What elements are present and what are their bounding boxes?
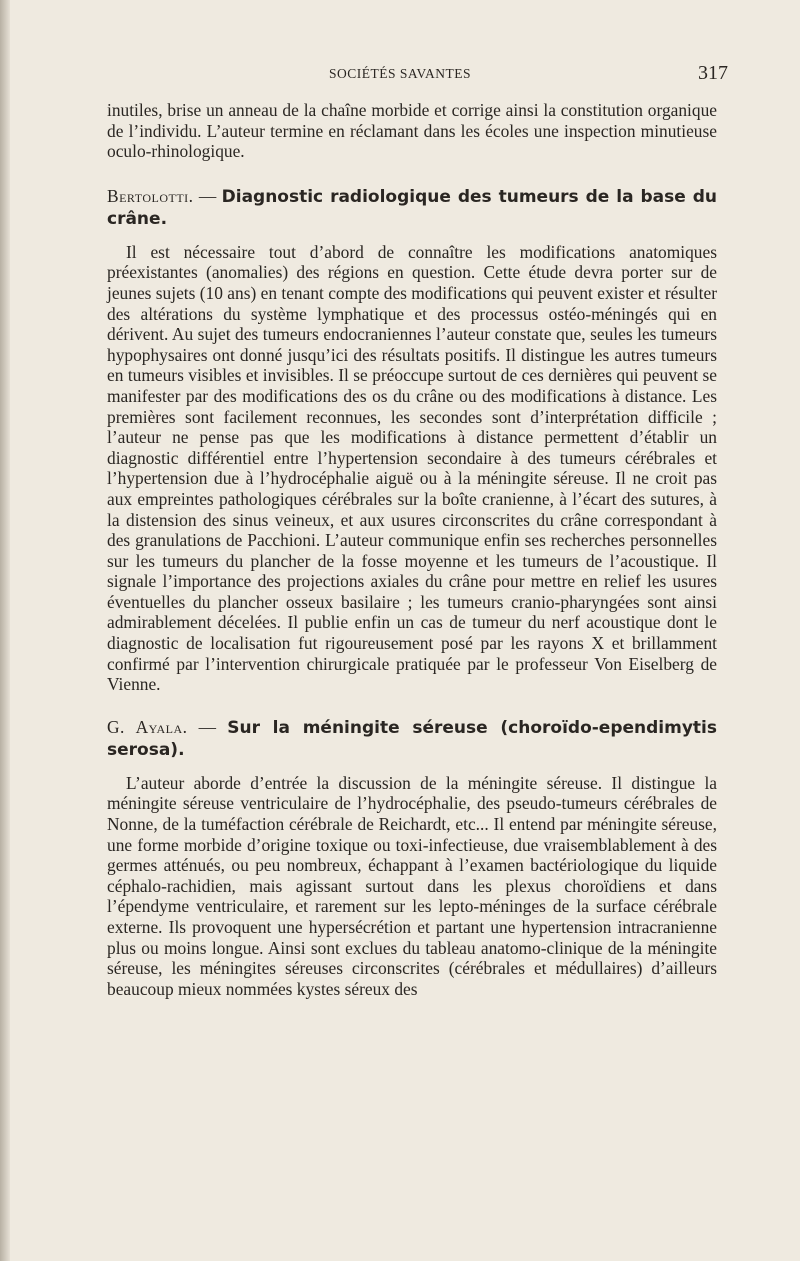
running-title: SOCIÉTÉS SAVANTES xyxy=(329,66,471,81)
section-heading-bertolotti xyxy=(107,186,717,230)
section-paragraph: Il est nécessaire tout d’abord de connaître les modifications anatomiques préexistantes (anomalies) des régions en question. Cette étude devra porter sur de jeunes sujets (10 ans) en tenant compte des modifications qui peuvent exister et résulter des altérations du système lymphatique et des processus ostéo-méningés qui en dérivent. Au sujet des tumeurs endocraniennes l’auteur constate que, seules les tumeurs hypophysaires ont donné jusqu’ici des résultats positifs. Il distingue les autres tumeurs en tumeurs visibles et invisibles. Il se préoccupe surtout de ces dernières qui peuvent se manifester par des modifications des os du crâne ou des modifications à distance. Les premières sont facilement reconnues, les secondes sont d’interprétation difficile ; l’auteur ne pense pas que les modifications à distance permettent d’établir un diagnostic différentiel entre l’hypertension secondaire à des tumeurs cérébrales et l’hypertension due à l’hydrocéphalie aiguë ou à la méningite séreuse. Il ne croit pas aux empreintes pathologiques cérébrales sur la boîte cranienne, à l’écart des sutures, à la distension des sinus veineux, et aux usures circonscrites du crâne correspondant à des granulations de Pacchioni. L’auteur communique enfin ses recherches personnelles sur les tumeurs du plancher de la fosse moyenne et les tumeurs de l’acoustique. Il signale l’importance des projections axiales du crâne pour mettre en relief les usures éventuelles du plancher osseux basilaire ; les tumeurs cranio-pharyngées sont ainsi admirablement décelées. Il publie enfin un cas de tumeur du nerf acoustique dont le diagnostic de localisation fut rigoureusement posé par les rayons X et brillamment confirmé par l’intervention chirurgicale pratiquée par le professeur Von Eiselberg de Vienne. xyxy=(107,241,717,695)
page-number: 317 xyxy=(698,62,728,84)
section-author: Bertolotti. xyxy=(107,185,194,206)
intro-paragraph: inutiles, brise un anneau de la chaîne morbide et corrige ainsi la constitution organique de l’individu. L’auteur termine en réclamant dans les écoles une inspection minutieuse oculo-rhinologique. xyxy=(107,100,717,162)
section-heading-ayala xyxy=(107,717,717,761)
section-paragraph: L’auteur aborde d’entrée la discussion de la méningite séreuse. Il distingue la méningite séreuse ventriculaire de l’hydrocéphalie, des pseudo-tumeurs cérébrales de Nonne, de la tuméfaction cérébrale de Reichardt, etc... Il entend par méningite séreuse, une forme morbide d’origine toxique ou toxi-infectieuse, due vraisemblablement à des germes atténués, ou peu nombreux, échappant à l’examen bactériologique du liquide céphalo-rachidien, mais agissant surtout dans les plexus choroïdiens et dans l’épendyme ventriculaire, et rarement sur les lepto-méninges de la surface cérébrale externe. Ils provoquent une hypersécrétion et partant une hypertension intracranienne plus ou moins longue. Ainsi sont exclues du tableau anatomo-clinique de la méningite séreuse, les méningites séreuses circonscrites (cérébrales et médullaires) d’ailleurs beaucoup mieux nommées kystes séreux des xyxy=(107,772,717,999)
heading-dash: — xyxy=(193,185,222,206)
section-title: Diagnostic radiologique des tumeurs de la base du crâne. xyxy=(107,186,717,229)
page-gutter xyxy=(0,0,10,1261)
section-title: Sur la méningite séreuse (choroïdo-ependimytis serosa). xyxy=(107,717,718,760)
running-head xyxy=(0,62,800,86)
section-author: G. Ayala. xyxy=(107,716,188,737)
article-body xyxy=(107,100,717,999)
heading-dash: — xyxy=(187,716,228,737)
